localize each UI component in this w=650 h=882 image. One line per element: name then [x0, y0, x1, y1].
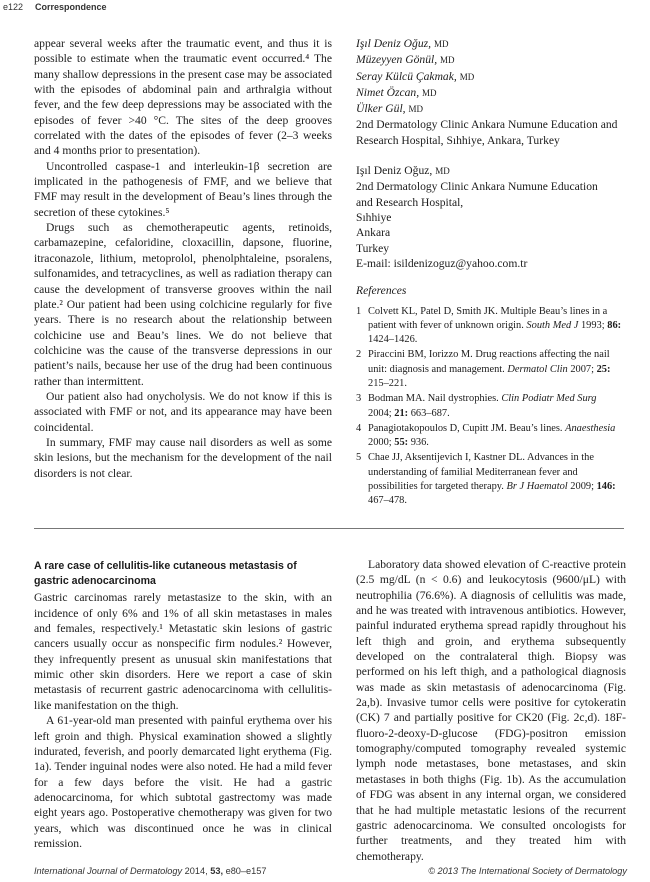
correspondence-line: Sıhhiye	[356, 210, 392, 224]
copyright: © 2013 The International Society of Dermatology	[428, 866, 627, 876]
author-line	[356, 101, 622, 117]
author-degree: MD	[433, 39, 449, 49]
author-line	[356, 36, 622, 52]
reference-item: 4 Panagiotakopoulos D, Cupitt JM. Beau’s lines. Anaesthesia 2000; 55: 936.	[356, 422, 616, 449]
paragraph: Laboratory data showed elevation of C-reactive protein (2.5 mg/dL (n < 0.6) and leukocytosis (9600/μL) with neutrophilia (76.6%). A diagnosis of cellulitis was made, and he was treated with intravenous antibiotics. However, painful indurated erythema spread rapidly throughout his left thigh and groin, and erythema subsequently developed on the contralateral thigh. Biopsy was performed on his left thigh, and a pathological diagnosis was made as skin metastasis of adenocarcinoma (Fig. 2a,b). Invasive tumor cells were positive for cytokeratin (CK) 7 and partially positive for CK20 (Fig. 2c,d). 18F-fluoro-2-deoxy-D-glucose (FDG)-positron emission tomography/computed tomography revealed systemic lymph node metastases, bone metastases, and skin metastases in both thighs (Fig. 1b). As the accumulation of FDG was absent in any internal organ, we considered that he had multiple metastatic lesions of the recurrent gastric adenocarcinoma. We consulted oncologists for further treatments, and they treated him with chemotherapy.	[356, 558, 626, 863]
author-name: Müzeyyen Gönül,	[356, 53, 438, 67]
correspondence-line: and Research Hospital,	[356, 195, 464, 209]
correspondence-line: 2nd Dermatology Clinic Ankara Numune Education	[356, 180, 598, 194]
author-line	[356, 69, 622, 85]
author-name: Seray Külcü Çakmak,	[356, 69, 457, 83]
correspondence-email: E-mail: isildenizoguz@yahoo.com.tr	[356, 256, 528, 270]
article-title: A rare case of cellulitis-like cutaneous metastasis of gastric adenocarcinoma	[34, 560, 297, 588]
affiliation: 2nd Dermatology Clinic Ankara Numune Education and Research Hospital, Sıhhiye, Ankara, Turkey	[356, 118, 618, 147]
correspondence-line: Ankara	[356, 226, 391, 240]
references-heading: References	[356, 284, 407, 298]
paragraph: Gastric carcinomas rarely metastasize to the skin, with an incidence of only 6% and 1% of all skin metastases in males and females, respectively.¹ Metastatic skin lesions of gastric cancers usually occur as nonspecific firm nodules.² However, they infrequently present as unusual skin manifestations that mimic other skin disorders. Here we report a case of skin metastasis of recurrent gastric adenocarcinoma with cellulitis-like manifestation on the thigh.	[34, 591, 332, 712]
author-line	[356, 52, 622, 68]
journal-year: 2014,	[184, 866, 208, 876]
author-degree: MD	[422, 87, 437, 98]
paragraph: A 61-year-old man presented with painful erythema over his left groin and thigh. Physical examination showed a slightly indurated, feverish, and poorly demarcated light erythema (Fig. 1a). Tender inguinal nodes were also noted. He had a mild fever for a few days before the visit. He had a gastric adenocarcinoma, for which subtotal gastrectomy was made eight years ago. Postoperative chemotherapy was given for two years, which was discontinued once he was in clinical remission.	[34, 714, 332, 850]
author-line	[356, 85, 622, 101]
author-block	[356, 36, 622, 510]
correspondence-name-line	[356, 163, 622, 179]
journal-citation	[34, 866, 266, 876]
letter-body-left	[34, 36, 332, 481]
author-name: Nimet Özcan,	[356, 85, 420, 99]
correspondence-line: Turkey	[356, 241, 390, 255]
journal-name: International Journal of Dermatology	[34, 866, 183, 876]
reference-item: 3 Bodman MA. Nail dystrophies. Clin Podiatr Med Surg 2004; 21: 663–687.	[356, 393, 597, 419]
section-divider	[34, 528, 624, 529]
journal-pages: e80–e157	[225, 866, 267, 876]
reference-item: 5 Chae JJ, Aksentijevich I, Kastner DL. Advances in the understanding of familial Mediterranean fever and possibilities for targeted therapy. Br J Haematol 2009; 146: 467–478.	[356, 452, 616, 507]
correspondence-name: Işıl Deniz Oğuz,	[356, 164, 433, 178]
reference-list	[356, 305, 622, 509]
paragraph: Uncontrolled caspase-1 and interleukin-1β secretion are implicated in the pathogenesis of FMF, and we believe that FMF may result in the development of Beau’s lines through the secretion of these cytokines.⁵	[34, 159, 332, 219]
correspondence-degree: MD	[435, 166, 450, 177]
running-header	[3, 2, 107, 12]
paragraph: Drugs such as chemotherapeutic agents, retinoids, carbamazepine, cefaloridine, cloxacillin, dapsone, fluorine, itraconazole, lithium, metoprolol, phenolphtaleine, psoralens, sulfonamides, and tetracyclines, as well as radiation therapy can cause the development of transverse grooves within the nail plate.² Our patient had been using colchicine regularly for five years. There is no research about the relationship between colchicine use and Beau’s lines. We do not believe that colchicine was the cause of the transverse depressions in our patient’s nails, because her use of the drug had been continuous rather than intermittent.	[34, 221, 332, 388]
author-name: Işıl Deniz Oğuz,	[356, 37, 432, 50]
article-body-left	[34, 559, 332, 851]
author-degree: MD	[408, 104, 424, 115]
paragraph: Our patient also had onycholysis. We do not know if this is associated with FMF or not, and its appearance may have been coincidental.	[34, 389, 332, 434]
section-label: Correspondence	[35, 2, 107, 12]
article-body-right	[356, 557, 626, 864]
author-name: Ülker Gül,	[356, 102, 406, 116]
reference-item: 2 Piraccini BM, Iorizzo M. Drug reactions affecting the nail unit: diagnosis and management. Dermatol Clin 2007; 25: 215–221.	[356, 349, 611, 389]
author-degree: MD	[459, 71, 475, 82]
paragraph: appear several weeks after the traumatic event, and thus it is possible to estimate when the traumatic event occurred.⁴ The many shallow depressions in the present case may be associated with the episodes of abdominal pain and arthralgia without fever, and the few deep depressions may be associated with the episodes of fever >40 °C. The sites of the deep grooves correlated with the dates of the episodes of fever (2–3 weeks and 4 months prior to presentation).	[34, 37, 332, 158]
author-degree: MD	[440, 55, 455, 66]
journal-volume: 53,	[210, 866, 224, 876]
paragraph: In summary, FMF may cause nail disorders as well as some skin lesions, but the mechanism for the development of the nail disorders is not clear.	[34, 435, 332, 480]
page-number: e122	[3, 2, 24, 12]
reference-item: 1 Colvett KL, Patel D, Smith JK. Multiple Beau’s lines in a patient with fever of unknown origin. South Med J 1993; 86: 1424–1426.	[356, 305, 622, 346]
